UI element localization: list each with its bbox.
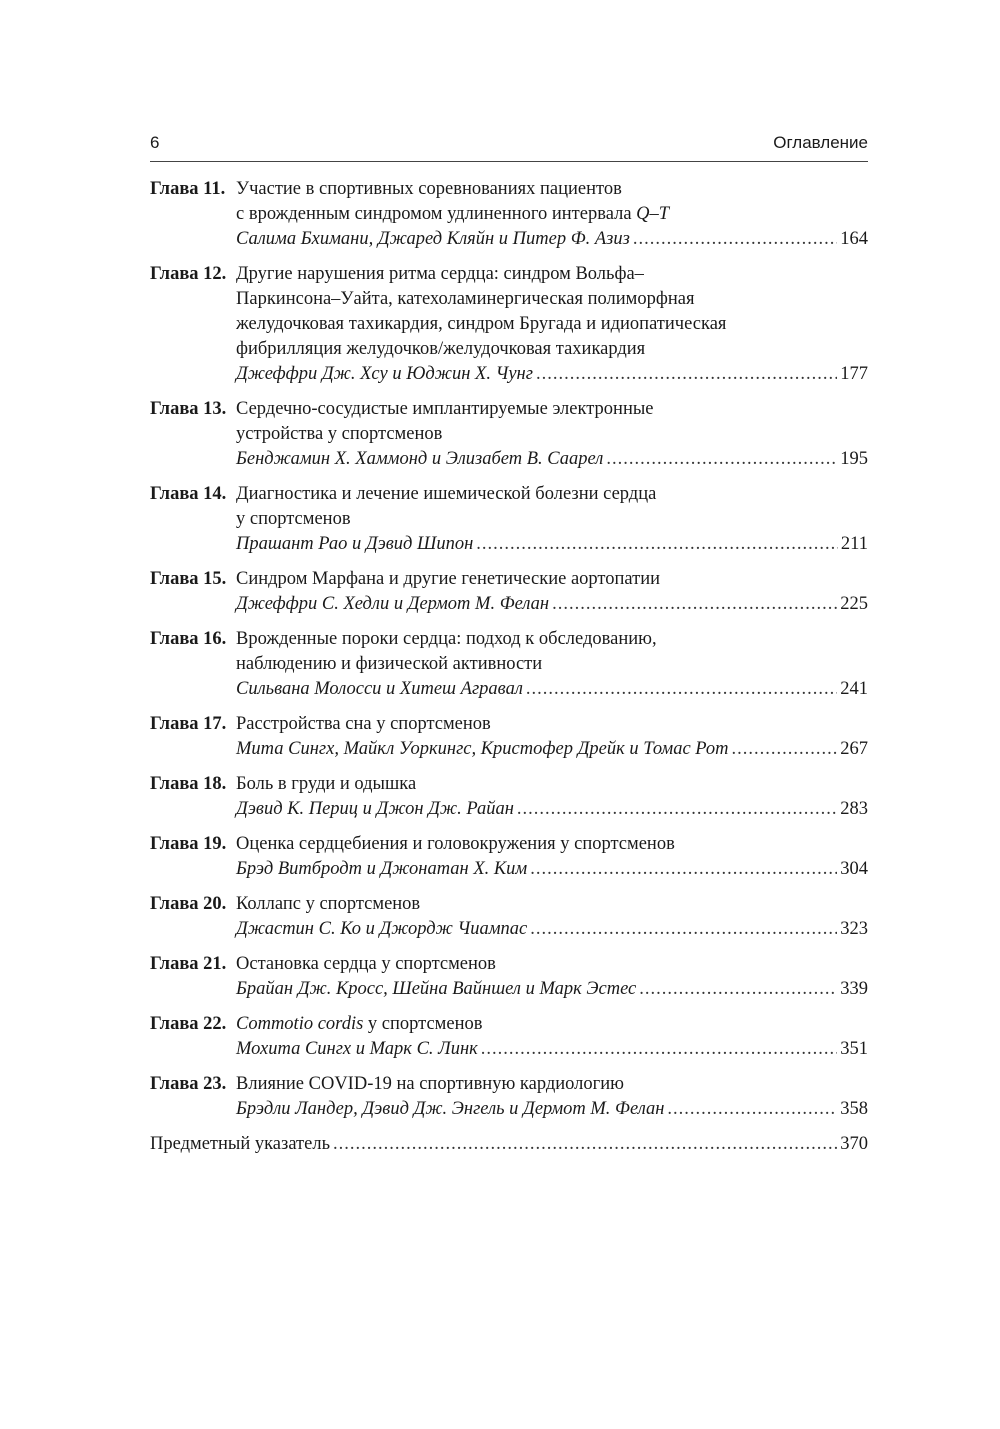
chapter-title-line: желудочковая тахикардия, синдром Бругада и идиопатическая	[236, 314, 727, 334]
chapter-title-line: наблюдению и физической активности	[236, 654, 543, 674]
table-of-contents	[150, 177, 868, 1157]
chapter-authors: Джеффри С. Хедли и Дермот М. Фелан	[236, 594, 550, 614]
header-rule	[150, 161, 868, 162]
dot-leader	[606, 447, 837, 472]
chapter-label: Глава 23.	[150, 1074, 227, 1094]
dot-leader	[530, 917, 837, 942]
chapter-label: Глава 17.	[150, 714, 227, 734]
chapter-page: 339	[840, 979, 868, 999]
chapter-page: 351	[840, 1039, 868, 1059]
dot-leader	[633, 227, 837, 252]
running-head: Оглавление	[773, 133, 868, 152]
chapter-page: 195	[840, 449, 868, 469]
index-label: Предметный указатель	[150, 1134, 331, 1154]
chapter-page: 304	[840, 859, 868, 879]
chapter-title-line: устройства у спортсменов	[236, 424, 443, 444]
author-line	[150, 677, 868, 702]
author-line	[150, 227, 868, 252]
chapter-page: 323	[840, 919, 868, 939]
chapter-title-line: Глава 12. Другие нарушения ритма сердца: синдром Вольфа–	[150, 262, 868, 287]
chapter-page: 283	[840, 799, 868, 819]
chapter-title-line: Глава 19. Оценка сердцебиения и головокружения у спортсменов	[150, 832, 868, 857]
chapter-page: 241	[840, 679, 868, 699]
author-line	[150, 447, 868, 472]
chapter-authors: Сильвана Молосси и Хитеш Агравал	[236, 679, 523, 699]
index-page: 370	[840, 1134, 868, 1154]
page-header	[150, 133, 868, 161]
dot-leader	[639, 977, 837, 1002]
chapter-title-line: Глава 14. Диагностика и лечение ишемической болезни сердца	[150, 482, 868, 507]
index-entry	[150, 1132, 868, 1157]
toc-entry	[150, 832, 868, 882]
toc-entry	[150, 952, 868, 1002]
chapter-label: Глава 11.	[150, 179, 226, 199]
author-line	[150, 797, 868, 822]
page-number: 6	[150, 133, 160, 152]
toc-entry	[150, 772, 868, 822]
chapter-title-line: Глава 13. Сердечно-сосудистые имплантируемые электронные	[150, 397, 868, 422]
chapter-authors: Брэд Витбродт и Джонатан Х. Ким	[236, 859, 528, 879]
chapter-title-line: Глава 21. Остановка сердца у спортсменов	[150, 952, 868, 977]
chapter-label: Глава 20.	[150, 894, 227, 914]
chapter-title-italic: Q–T	[636, 204, 670, 224]
toc-entry	[150, 712, 868, 762]
author-line	[150, 1097, 868, 1122]
toc-entry	[150, 627, 868, 702]
chapter-authors: Джастин С. Ко и Джордж Чиампас	[236, 919, 528, 939]
chapter-label: Глава 21.	[150, 954, 227, 974]
toc-entry	[150, 1072, 868, 1122]
toc-entry	[150, 262, 868, 387]
dot-leader	[526, 677, 837, 702]
chapter-title-line: фибрилляция желудочков/желудочковая тахикардия	[236, 339, 646, 359]
toc-entry	[150, 567, 868, 617]
chapter-title-line: Глава 17. Расстройства сна у спортсменов	[150, 712, 868, 737]
chapter-label: Глава 14.	[150, 484, 227, 504]
dot-leader	[333, 1132, 837, 1157]
dot-leader	[552, 592, 837, 617]
chapter-label: Глава 22.	[150, 1014, 227, 1034]
chapter-title-line: Глава 18. Боль в груди и одышка	[150, 772, 868, 797]
toc-entry	[150, 397, 868, 472]
chapter-authors: Джеффри Дж. Хсу и Юджин Х. Чунг	[236, 364, 533, 384]
toc-entry	[150, 892, 868, 942]
dot-leader	[732, 737, 838, 762]
chapter-title-line: Глава 23. Влияние COVID-19 на спортивную кардиологию	[150, 1072, 868, 1097]
chapter-label: Глава 13.	[150, 399, 227, 419]
chapter-title-line: Глава 20. Коллапс у спортсменов	[150, 892, 868, 917]
author-line	[150, 362, 868, 387]
author-line	[150, 857, 868, 882]
author-line	[150, 1037, 868, 1062]
author-line	[150, 532, 868, 557]
chapter-label: Глава 12.	[150, 264, 227, 284]
chapter-label: Глава 18.	[150, 774, 227, 794]
chapter-title-line: Глава 22. Commotio cordis у спортсменов	[150, 1012, 868, 1037]
toc-entry	[150, 1012, 868, 1062]
chapter-authors: Брайан Дж. Кросс, Шейна Вайншел и Марк Эстес	[236, 979, 637, 999]
chapter-title-line: Паркинсона–Уайта, катехоламинергическая полиморфная	[236, 289, 695, 309]
chapter-label: Глава 15.	[150, 569, 227, 589]
chapter-authors: Бенджамин Х. Хаммонд и Элизабет В. Саарел	[236, 449, 604, 469]
chapter-authors: Мита Сингх, Майкл Уоркингс, Кристофер Дрейк и Томас Рот	[236, 739, 729, 759]
chapter-authors: Прашант Рао и Дэвид Шипон	[236, 534, 474, 554]
chapter-authors: Брэдли Ландер, Дэвид Дж. Энгель и Дермот М. Фелан	[236, 1099, 665, 1119]
chapter-title-line: с врожденным синдромом удлиненного интервала Q–T	[236, 204, 670, 224]
chapter-label: Глава 19.	[150, 834, 227, 854]
author-line	[150, 917, 868, 942]
chapter-page: 177	[840, 364, 868, 384]
author-line	[150, 977, 868, 1002]
dot-leader	[667, 1097, 837, 1122]
chapter-title-line: Глава 15. Синдром Марфана и другие генетические аортопатии	[150, 567, 868, 592]
dot-leader	[476, 532, 838, 557]
chapter-page: 358	[840, 1099, 868, 1119]
dot-leader	[517, 797, 837, 822]
dot-leader	[530, 857, 837, 882]
dot-leader	[481, 1037, 837, 1062]
chapter-title-line: Глава 11. Участие в спортивных соревнованиях пациентов	[150, 177, 868, 202]
chapter-title-italic: Commotio cordis	[236, 1014, 364, 1034]
chapter-authors: Салима Бхимани, Джаред Кляйн и Питер Ф. Азиз	[236, 229, 630, 249]
chapter-authors: Дэвид К. Периц и Джон Дж. Райан	[236, 799, 514, 819]
chapter-page: 164	[840, 229, 868, 249]
chapter-title-line: у спортсменов	[236, 509, 351, 529]
dot-leader	[536, 362, 837, 387]
toc-entry	[150, 177, 868, 252]
toc-entry	[150, 482, 868, 557]
chapter-label: Глава 16.	[150, 629, 227, 649]
chapter-page: 267	[840, 739, 868, 759]
author-line	[150, 592, 868, 617]
chapter-page: 211	[840, 534, 868, 554]
chapter-authors: Мохита Сингх и Марк С. Линк	[236, 1039, 478, 1059]
chapter-title-line: Глава 16. Врожденные пороки сердца: подход к обследованию,	[150, 627, 868, 652]
author-line	[150, 737, 868, 762]
chapter-page: 225	[840, 594, 868, 614]
